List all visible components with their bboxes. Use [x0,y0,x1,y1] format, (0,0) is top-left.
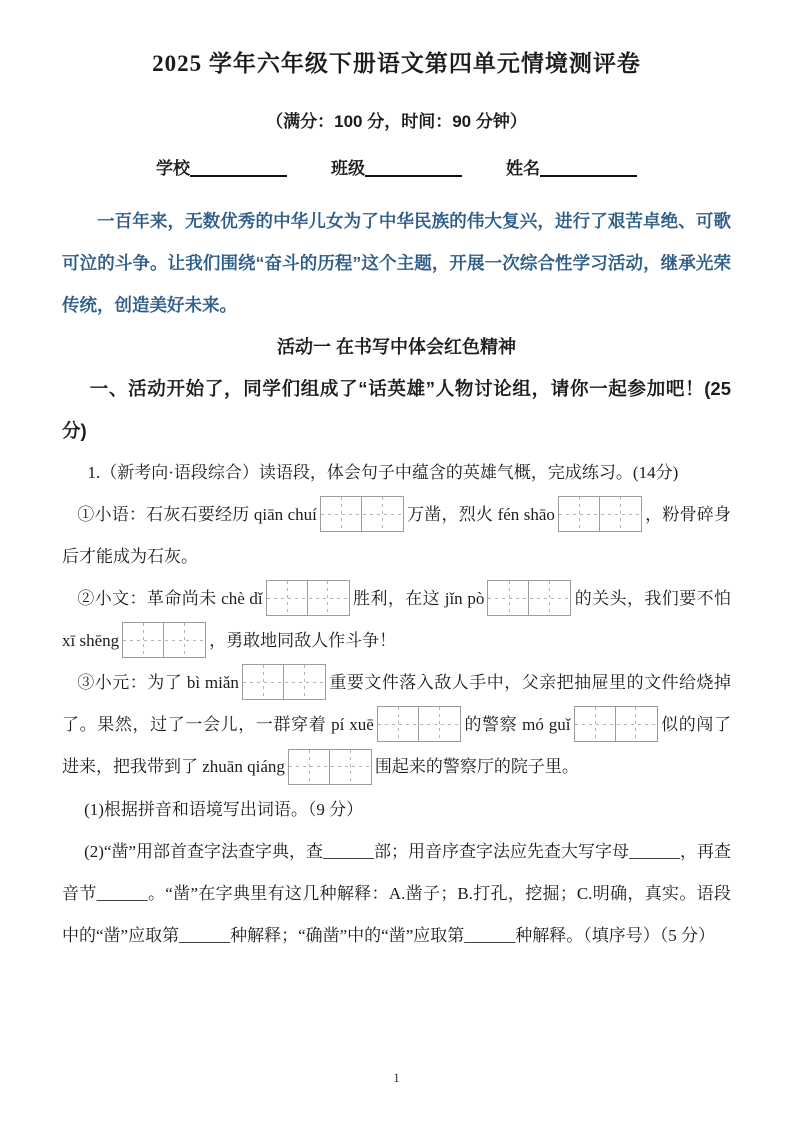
section-one-heading: 一、活动开始了，同学们组成了“话英雄”人物讨论组，请你一起参加吧！(25分) [62,378,731,441]
class-label: 班级 [331,159,365,178]
text-run: 胜利，在这 jǐn pò [352,589,485,609]
name-field [506,156,637,182]
pinyin-writing-box [122,622,206,658]
class-field [331,156,462,182]
student-info-row [62,156,731,182]
page-number: 1 [393,1070,400,1085]
pinyin-writing-box [377,706,461,742]
question-1-lead: 1.（新考向·语段综合）读语段，体会句子中蕴含的英雄气概，完成练习。(14分) [87,463,679,482]
intro-paragraph: 一百年来，无数优秀的中华儿女为了中华民族的伟大复兴，进行了艰苦卓绝、可歌可泣的斗争。让我们围绕“奋斗的历程”这个主题，开展一次综合性学习活动，继承光荣传统，创造美好未来。 [62,211,731,315]
text-run: 重要文件落入敌人手中，父亲把抽屉里的文件给烧掉了。果然，过了一会儿，一群穿着 pí xuē [62,673,732,735]
class-blank-line [365,175,462,177]
pinyin-writing-box [266,580,350,616]
school-label: 学校 [156,159,190,178]
pinyin-writing-box [574,706,658,742]
text-run: 万凿，烈火 fén shāo [406,505,555,524]
pinyin-writing-box [242,664,326,700]
text-run: ①小语：石灰石要经历 qiān chuí [77,505,317,524]
text-run: 的警察 mó guǐ [463,715,571,735]
name-label: 姓名 [506,159,540,178]
pinyin-writing-box [320,496,404,532]
text-run: ③小元：为了 bì miǎn [77,673,239,693]
text-run: ，勇敢地同敌人作斗争！ [209,631,397,651]
pinyin-writing-box [558,496,642,532]
question-1-sub-2: (2)“凿”用部首查字法查字典，查______部；用音序查字法应先查大写字母______，再查音节______。“凿”在字典里有这几种解释：A.凿子；B.打孔，挖掘；C.明确，真实。语段中的“凿”应取第______种解释；“确凿”中的“凿”应取第______种解释。（填序号）（5 分） [62,841,732,945]
question-1-sub-1: (1)根据拼音和语境写出词语。（9 分） [84,799,364,819]
question-1-item-2 [62,578,731,662]
question-1-item-3 [62,662,731,788]
paper-title: 2025 学年六年级下册语文第四单元情境测评卷 [152,51,641,76]
activity-one-heading: 活动一 在书写中体会红色精神 [277,337,516,357]
text-run: ②小文：革命尚未 chè dǐ [77,589,263,609]
text-run: ，粉骨碎身后才能成为石灰。 [62,505,731,567]
paper-subtitle: （满分：100 分，时间：90 分钟） [266,112,527,131]
pinyin-writing-box [288,749,372,785]
question-1-item-1 [62,494,731,578]
text-run: 似的闯了进来，把我带到了 zhuān qiáng [62,715,731,777]
paper-body [62,200,731,957]
pinyin-writing-box [487,580,571,616]
text-run: 的关头，我们要不怕 xī shēng [62,589,731,651]
text-run: 围起来的警察厅的院子里。 [374,757,579,777]
school-field [156,156,287,182]
name-blank-line [540,175,637,177]
school-blank-line [190,175,287,177]
